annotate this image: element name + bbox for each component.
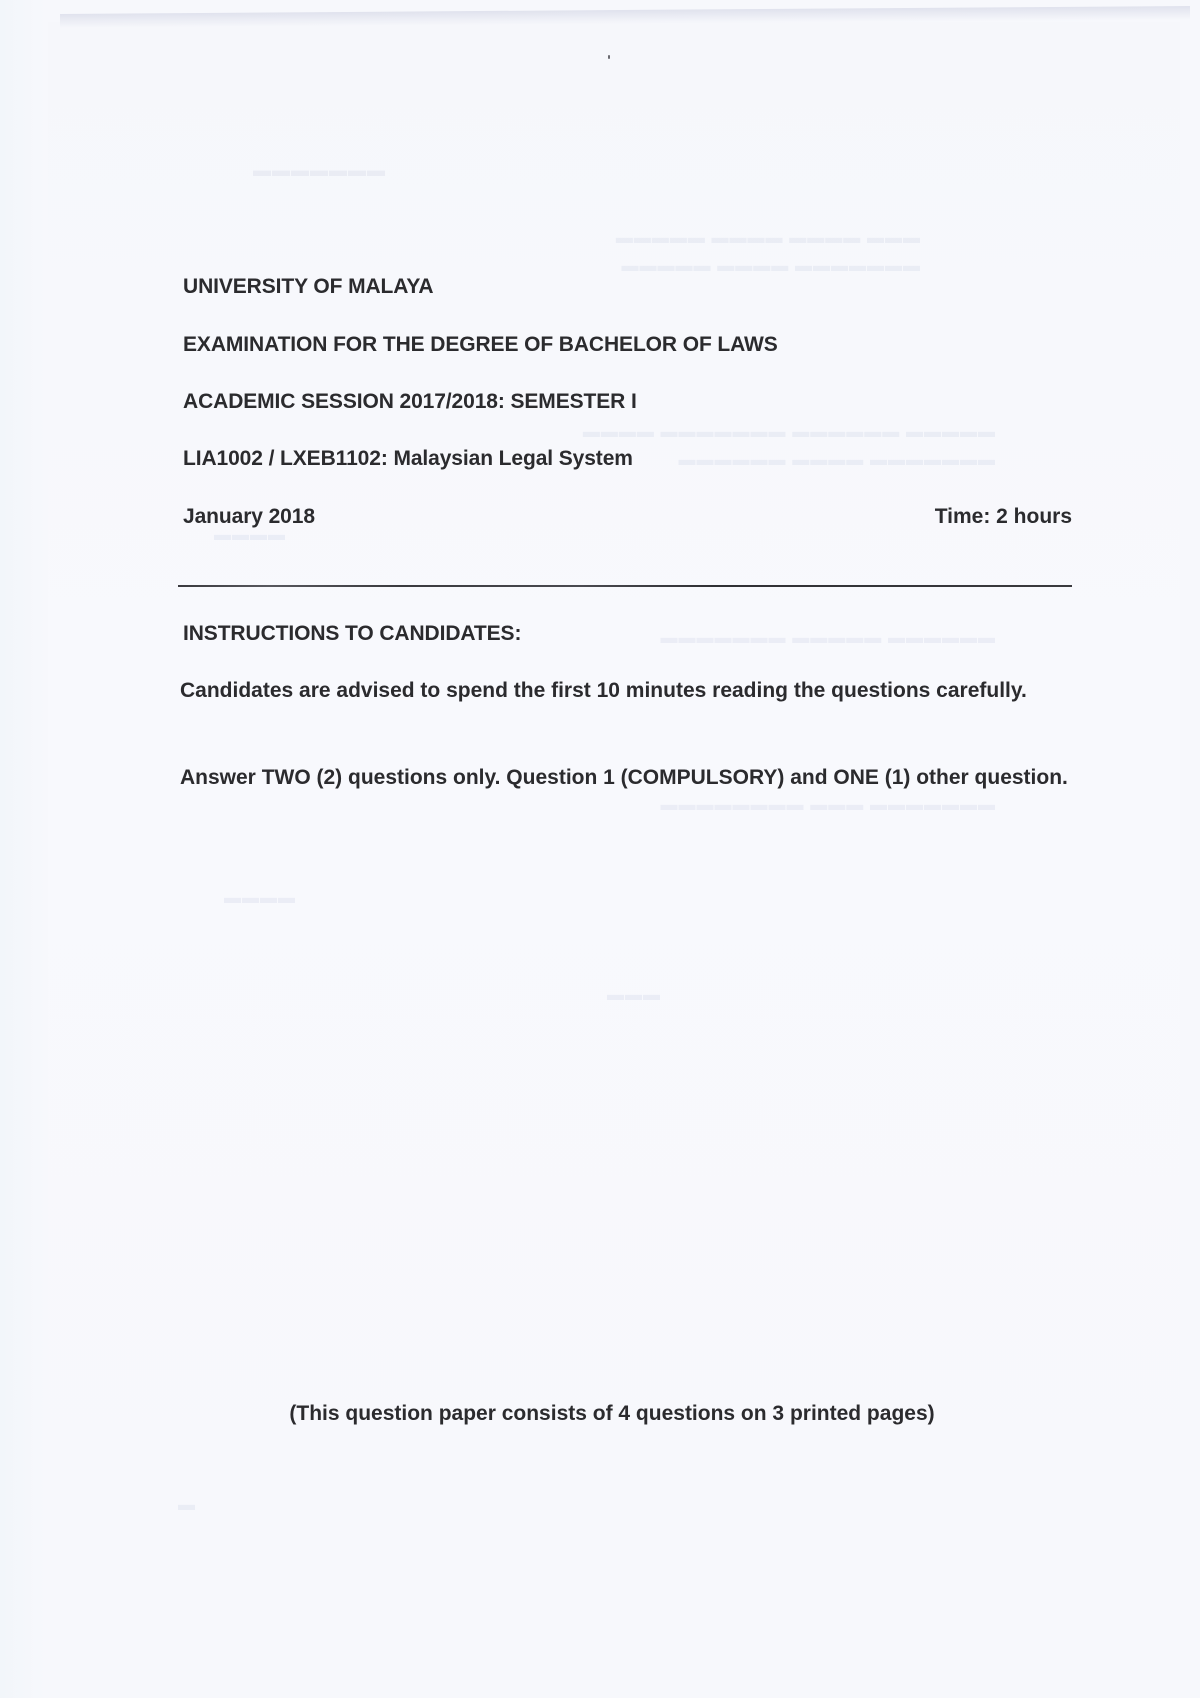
header-divider <box>178 585 1072 587</box>
page-count-note: (This question paper consists of 4 questions on 3 printed pages) <box>289 1402 935 1425</box>
exam-duration: Time: 2 hours <box>934 505 1072 528</box>
university-name: UNIVERSITY OF MALAYA <box>183 275 434 298</box>
exam-page <box>48 22 1180 1682</box>
scan-speck <box>608 55 610 59</box>
examination-title: EXAMINATION FOR THE DEGREE OF BACHELOR OF LAWS <box>183 333 778 356</box>
instruction-item: Candidates are advised to spend the first 10 minutes reading the questions carefully. <box>180 679 1027 702</box>
scan-left-edge <box>0 0 46 1698</box>
instructions-title: INSTRUCTIONS TO CANDIDATES: <box>183 622 522 645</box>
academic-session: ACADEMIC SESSION 2017/2018: SEMESTER I <box>183 390 637 413</box>
instruction-item: Answer TWO (2) questions only. Question 1 (COMPULSORY) and ONE (1) other question. <box>180 766 1068 789</box>
course-title: LIA1002 / LXEB1102: Malaysian Legal System <box>183 447 633 470</box>
exam-date: January 2018 <box>183 505 315 528</box>
